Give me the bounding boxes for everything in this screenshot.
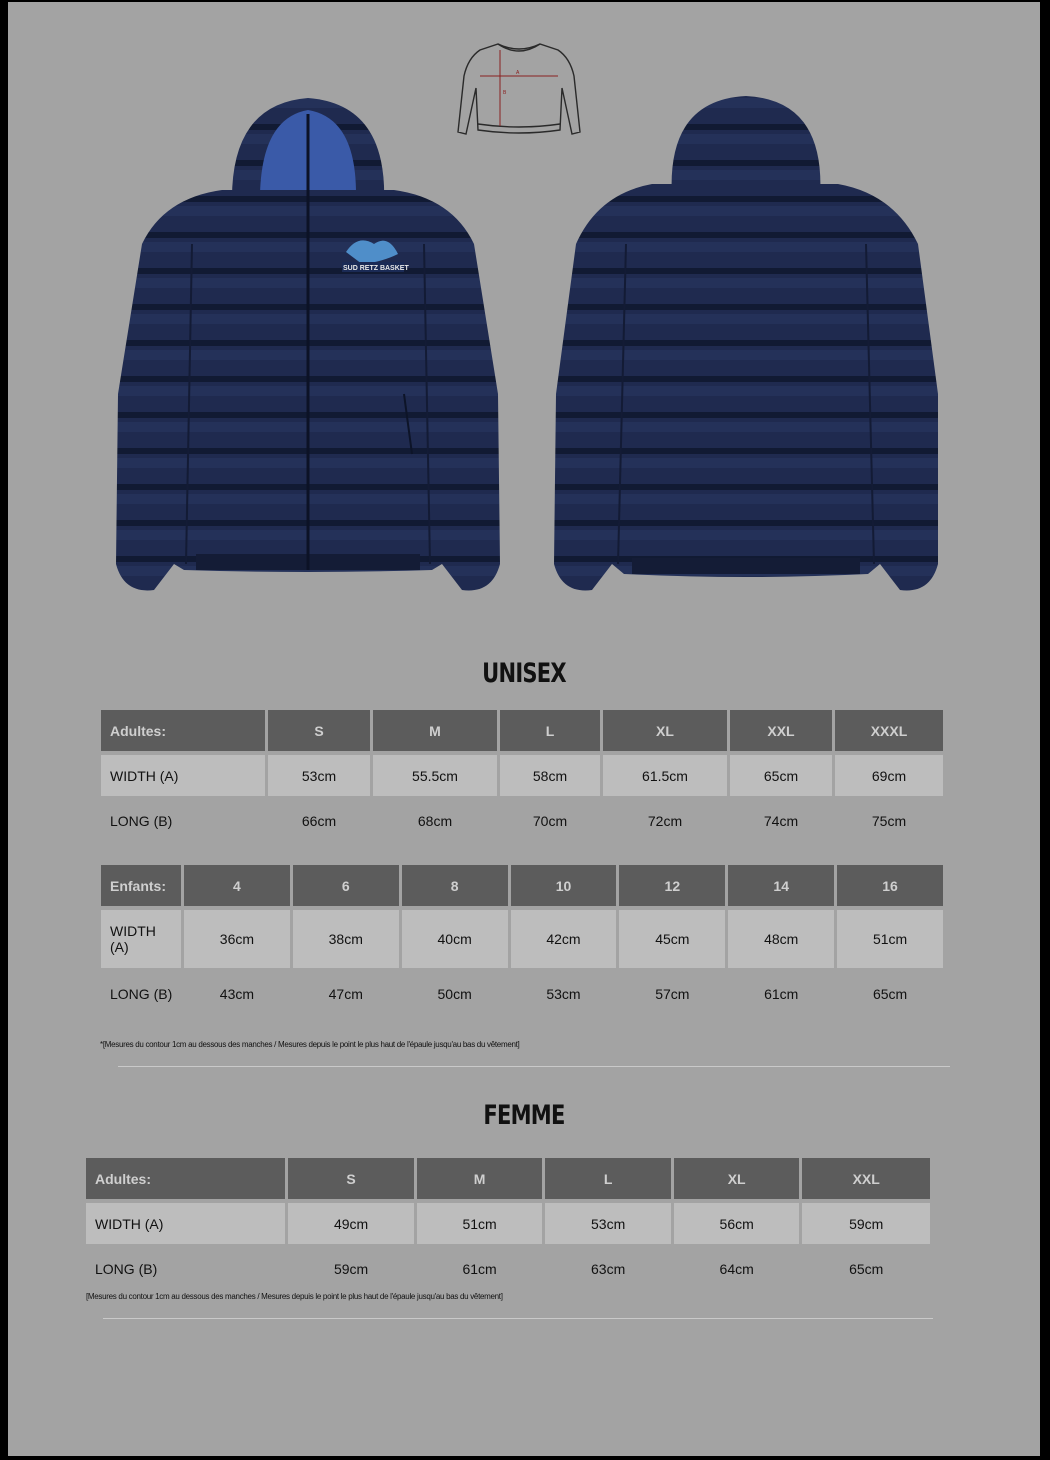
table-cell: 45cm [619,910,725,968]
jacket-front-image [112,94,504,604]
divider [103,1318,933,1319]
table-header-cell: 8 [402,865,508,906]
table-header-cell: XL [674,1158,800,1199]
table-header-cell: 16 [837,865,943,906]
table-cell: 59cm [333,1261,369,1277]
diagram-label-b: B [503,90,507,96]
table-header-cell: L [500,710,600,751]
table-header-cell: XXXL [835,710,943,751]
table-header-cell: L [545,1158,671,1199]
table-cell: 65cm [730,755,832,796]
table-row [101,755,943,796]
row-label: WIDTH (A) [86,1203,285,1244]
table-cell: 61cm [764,986,799,1002]
table-cell: 70cm [532,813,568,829]
logo-text: SUD RETZ BASKET [343,265,409,272]
table-cell: 51cm [417,1203,543,1244]
table-cell: 65cm [849,1261,884,1277]
table-cell: 61.5cm [603,755,727,796]
table-cell: 55.5cm [373,755,497,796]
table-cell: 72cm [647,813,683,829]
table-cell: 64cm [719,1261,754,1277]
table-cell: 74cm [763,813,799,829]
table-cell: 65cm [872,986,908,1002]
table-header-cell: 10 [511,865,617,906]
table-cell: 43cm [219,986,255,1002]
table-cell: 75cm [871,813,907,829]
table-header-cell: 4 [184,865,290,906]
table-header-row [86,1158,930,1199]
table-row [101,910,943,968]
table-header-cell: XXL [802,1158,930,1199]
table-cell: 53cm [546,986,581,1002]
measurement-note: [Mesures du contour 1cm au dessous des manches / Mesures depuis le point le plus haut de l'épaule jusqu'au bas du vêtement] [86,1292,503,1301]
table-cell: 48cm [728,910,834,968]
femme-adults-table [83,1158,933,1294]
table-cell: 36cm [184,910,290,968]
table-cell: 66cm [301,813,337,829]
table-cell: 40cm [402,910,508,968]
unisex-adults-table [98,710,946,846]
row-label: LONG (B) [95,1261,158,1277]
jacket-back-image [548,94,940,604]
table-header-row [101,865,943,906]
row-label: WIDTH (A) [101,755,265,796]
table-cell: 51cm [837,910,943,968]
measurement-note: *[Mesures du contour 1cm au dessous des manches / Mesures depuis le point le plus haut de l'épaule jusqu'au bas du vêtement] [100,1040,520,1049]
table-header-cell: 12 [619,865,725,906]
table-cell: 69cm [835,755,943,796]
table-row [86,1244,930,1294]
size-guide-sheet [8,2,1040,1456]
table-cell: 53cm [268,755,370,796]
table-row [101,968,943,1020]
table-cell: 47cm [328,986,363,1002]
table-cell: 57cm [655,986,690,1002]
table-row [101,796,943,846]
table-header-cell: 14 [728,865,834,906]
femme-title: FEMME [483,1100,565,1131]
table-header-cell: 6 [293,865,399,906]
table-header-row [101,710,943,751]
table-cell: 58cm [500,755,600,796]
table-header-cell: S [268,710,370,751]
table-header-cell: M [417,1158,543,1199]
table-header-cell: M [373,710,497,751]
table-cell: 50cm [437,986,472,1002]
row-label: LONG (B) [110,813,173,829]
table-cell: 38cm [293,910,399,968]
table-header-cell: Adultes: [101,710,265,751]
table-cell: 53cm [545,1203,671,1244]
table-cell: 63cm [591,1261,626,1277]
unisex-title: UNISEX [482,658,566,689]
table-row [86,1203,930,1244]
diagram-label-a: A [516,70,520,76]
table-header-cell: Adultes: [86,1158,285,1199]
table-header-cell: XXL [730,710,832,751]
table-cell: 56cm [674,1203,800,1244]
row-label: WIDTH (A) [101,910,181,968]
table-cell: 42cm [511,910,617,968]
divider [118,1066,950,1067]
table-cell: 61cm [462,1261,497,1277]
table-header-cell: Enfants: [101,865,181,906]
table-header-cell: S [288,1158,414,1199]
unisex-kids-table [98,865,946,1020]
table-cell: 59cm [802,1203,930,1244]
table-cell: 49cm [288,1203,414,1244]
row-label: LONG (B) [110,986,173,1002]
table-header-cell: XL [603,710,727,751]
table-cell: 68cm [417,813,453,829]
